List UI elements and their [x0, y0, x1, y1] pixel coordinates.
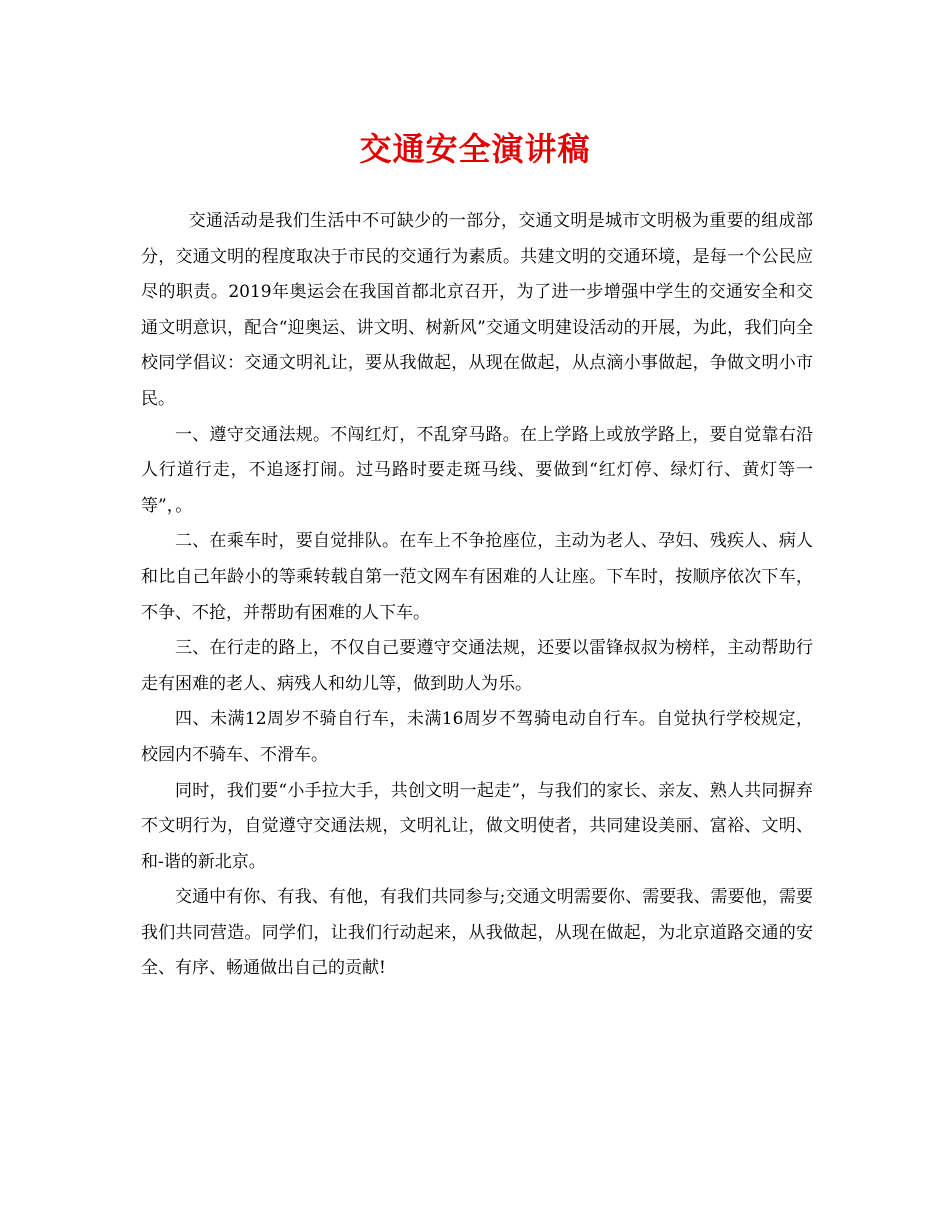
paragraph-rule-3: 三、在行走的路上，不仅自己要遵守交通法规，还要以雷锋叔叔为榜样，主动帮助行走有困难的老人、病残人和幼儿等，做到助人为乐。 [141, 638, 813, 694]
document-title: 交通安全演讲稿 [359, 130, 591, 168]
paragraph-appeal: 同时，我们要“小手拉大手，共创文明一起走”，与我们的家长、亲友、熟人共同摒弃不文明行为，自觉遵守交通法规，文明礼让，做文明使者，共同建设美丽、富裕、文明、和-谐的新北京。 [141, 780, 813, 872]
paragraph-rule-2: 二、在乘车时，要自觉排队。在车上不争抢座位，主动为老人、孕妇、残疾人、病人和比自己年龄小的等乘转载自第一范文网车有困难的人让座。下车时，按顺序依次下车，不争、不抢，并帮助有困难的人下车。 [141, 531, 813, 623]
paragraph-intro: 交通活动是我们生活中不可缺少的一部分，交通文明是城市文明极为重要的组成部分，交通文明的程度取决于市民的交通行为素质。共建文明的交通环境，是每一个公民应尽的职责。2019年奥运会在我国首都北京召开，为了进一步增强中学生的交通安全和交通文明意识，配合“迎奥运、讲文明、树新风”交通文明建设活动的开展，为此，我们向全校同学倡议：交通文明礼让，要从我做起，从现在做起，从点滴小事做起，争做文明小市民。 [141, 211, 813, 409]
paragraph-rule-4: 四、未满12周岁不骑自行车，未满16周岁不驾骑电动自行车。自觉执行学校规定，校园内不骑车、不滑车。 [141, 709, 813, 765]
paragraph-rule-1: 一、遵守交通法规。不闯红灯，不乱穿马路。在上学路上或放学路上，要自觉靠右沿人行道行走，不追逐打闹。过马路时要走斑马线、要做到“红灯停、绿灯行、黄灯等一等”，。 [141, 424, 813, 516]
document-body [141, 204, 813, 987]
paragraph-closing: 交通中有你、有我、有他，有我们共同参与;交通文明需要你、需要我、需要他，需要我们共同营造。同学们，让我们行动起来，从我做起，从现在做起，为北京道路交通的安全、有序、畅通做出自己的贡献! [141, 887, 813, 979]
